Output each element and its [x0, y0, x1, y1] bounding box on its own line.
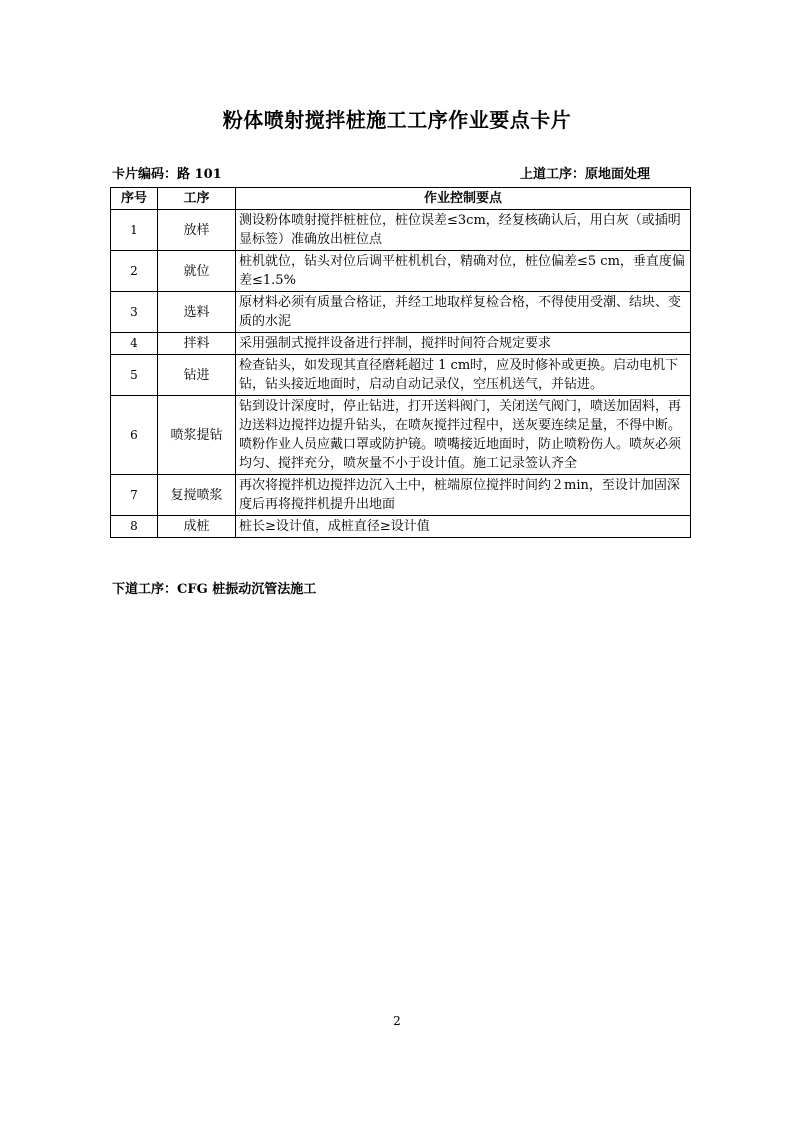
- card-meta: [112, 163, 690, 183]
- row-number: 1: [111, 210, 158, 251]
- row-process: 就位: [158, 251, 236, 292]
- row-control-points: 钻到设计深度时，停止钻进，打开送料阀门，关闭送气阀门，喷送加固料，再边送料边搅拌边提升钻头，在喷灰搅拌过程中，送灰要连续足量，不得中断。喷粉作业人员应戴口罩或防护镜。喷嘴接近地面时，防止喷粉伤人。喷灰必须均匀、搅拌充分，喷灰量不小于设计值。施工记录签认齐全: [236, 396, 691, 475]
- process-table: [110, 187, 691, 538]
- table-row: [111, 210, 691, 251]
- previous-step: 上道工序：原地面处理: [520, 167, 651, 182]
- page-number: 2: [393, 1014, 401, 1028]
- row-number: 6: [111, 396, 158, 475]
- row-control-points: 桩长≥设计值，成桩直径≥设计值: [236, 516, 691, 538]
- row-control-points: 原材料必须有质量合格证，并经工地取样复检合格，不得使用受潮、结块、变质的水泥: [236, 292, 691, 333]
- row-process: 成桩: [158, 516, 236, 538]
- row-number: 8: [111, 516, 158, 538]
- header-number: 序号: [111, 188, 158, 210]
- table-row: [111, 292, 691, 333]
- row-process: 复搅喷浆: [158, 475, 236, 516]
- row-number: 3: [111, 292, 158, 333]
- row-process: 喷浆提钻: [158, 396, 236, 475]
- table-row: [111, 355, 691, 396]
- row-number: 7: [111, 475, 158, 516]
- page-title: 粉体喷射搅拌桩施工工序作业要点卡片: [222, 108, 572, 132]
- table-row: [111, 333, 691, 355]
- row-control-points: 检查钻头，如发现其直径磨耗超过 1 cm时，应及时修补或更换。启动电机下钻，钻头接近地面时，启动自动记录仪，空压机送气，并钻进。: [236, 355, 691, 396]
- table-row: [111, 396, 691, 475]
- row-control-points: 再次将搅拌机边搅拌边沉入土中，桩端原位搅拌时间约２min，至设计加固深度后再将搅拌机提升出地面: [236, 475, 691, 516]
- row-process: 放样: [158, 210, 236, 251]
- row-control-points: 桩机就位，钻头对位后调平桩机机台，精确对位，桩位偏差≤5 cm，垂直度偏差≤1.5%: [236, 251, 691, 292]
- table-row: [111, 516, 691, 538]
- header-control-points: 作业控制要点: [236, 188, 691, 210]
- card-code: 卡片编码：路 101: [112, 167, 222, 182]
- row-number: 2: [111, 251, 158, 292]
- header-process: 工序: [158, 188, 236, 210]
- row-process: 钻进: [158, 355, 236, 396]
- table-header-row: [111, 188, 691, 210]
- table-row: [111, 475, 691, 516]
- row-process: 拌料: [158, 333, 236, 355]
- row-process: 选料: [158, 292, 236, 333]
- row-control-points: 测设粉体喷射搅拌桩桩位，桩位误差≤3cm，经复核确认后，用白灰（或插明显标签）准确放出桩位点: [236, 210, 691, 251]
- row-number: 5: [111, 355, 158, 396]
- row-number: 4: [111, 333, 158, 355]
- table-row: [111, 251, 691, 292]
- next-step: 下道工序：CFG 桩振动沉管法施工: [112, 582, 317, 597]
- row-control-points: 采用强制式搅拌设备进行拌制，搅拌时间符合规定要求: [236, 333, 691, 355]
